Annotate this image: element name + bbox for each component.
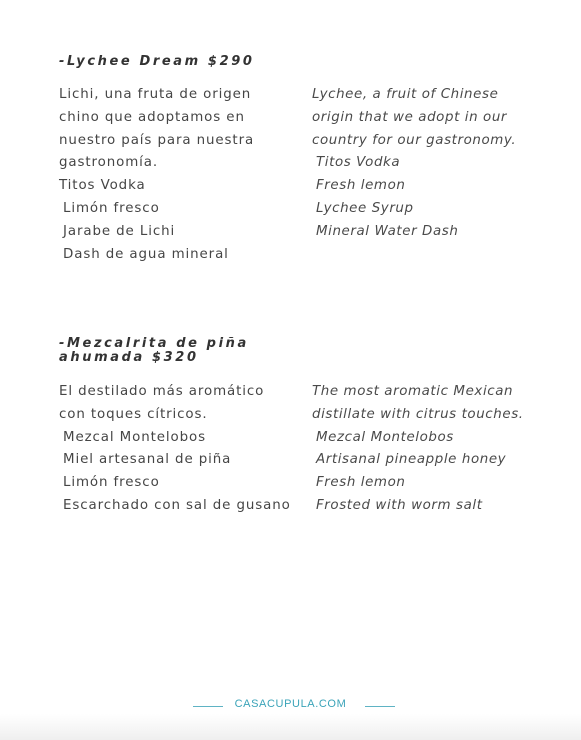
- drink-description-en-mezcalrita: [312, 381, 542, 518]
- description-line: country for our gastronomy.: [312, 132, 517, 148]
- description-line: nuestro país para nuestra: [59, 132, 255, 148]
- footer: [0, 697, 581, 715]
- ingredient-line: Limón fresco: [63, 475, 160, 491]
- website-link[interactable]: CASACUPULA.COM: [234, 698, 347, 710]
- ingredient-line: Mezcal Montelobos: [63, 429, 206, 445]
- description-line: chino que adoptamos en: [59, 109, 245, 125]
- ingredient-line: Artisanal pineapple honey: [316, 452, 507, 468]
- ingredient-line: Escarchado con sal de gusano: [63, 497, 291, 513]
- ingredient-line: Fresh lemon: [316, 178, 406, 194]
- ingredient-line: Titos Vodka: [59, 178, 146, 194]
- description-line: The most aromatic Mexican: [312, 384, 514, 399]
- description-line: origin that we adopt in our: [312, 109, 508, 125]
- ingredient-line: Fresh lemon: [316, 475, 406, 491]
- drink-title-mezcalrita: -Mezcalrita de piña ahumada $320: [59, 336, 249, 365]
- drink-description-es-lychee: [59, 84, 289, 266]
- ingredient-line: Frosted with worm salt: [316, 497, 483, 513]
- ingredient-line: Jarabe de Lichi: [63, 223, 176, 239]
- description-line: Lychee, a fruit of Chinese: [312, 87, 499, 102]
- description-line: gastronomía.: [59, 155, 159, 171]
- drink-description-es-mezcalrita: [59, 381, 289, 518]
- footer-divider-right: [365, 706, 395, 707]
- drink-title-lychee-dream: -Lychee Dream $290: [59, 54, 255, 69]
- description-line: Lichi, una fruta de origen: [59, 87, 252, 102]
- description-line: distillate with citrus touches.: [312, 406, 524, 422]
- ingredient-line: Miel artesanal de piña: [63, 452, 232, 468]
- description-line: con toques cítricos.: [59, 406, 208, 422]
- ingredient-line: Titos Vodka: [316, 155, 401, 171]
- drink-description-en-lychee: [312, 84, 542, 244]
- ingredient-line: Lychee Syrup: [316, 200, 414, 216]
- ingredient-line: Mineral Water Dash: [316, 223, 459, 239]
- ingredient-line: Limón fresco: [63, 200, 160, 216]
- description-line: El destilado más aromático: [59, 384, 265, 399]
- ingredient-line: Mezcal Montelobos: [316, 429, 454, 445]
- ingredient-line: Dash de agua mineral: [63, 246, 229, 262]
- page-bottom-shade: [0, 714, 581, 740]
